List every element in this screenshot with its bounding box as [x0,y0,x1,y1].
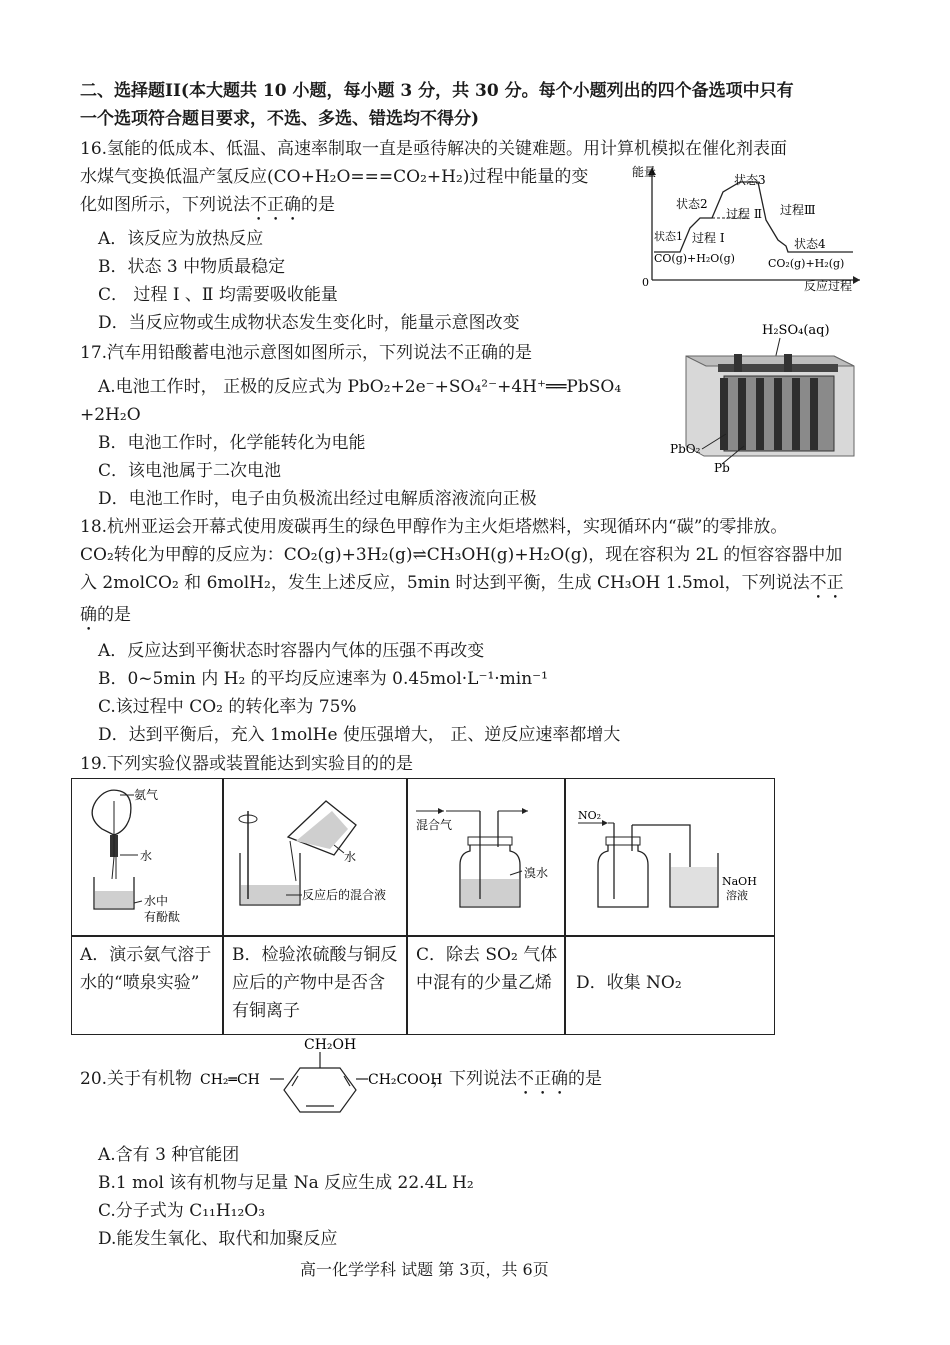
panel-d-label-no2: NO₂ [578,809,602,822]
q20-option-b: B.1 mol 该有机物与足量 Na 反应生成 22.4L H₂ [98,1173,474,1193]
q20-stem-prefix: 20.关于有机物 [80,1069,193,1089]
q19-apparatus-table [71,778,775,1035]
q18-stem-line4: 确的是 [80,605,131,625]
state1-label: 状态1 [654,230,683,243]
electrolyte-label: H₂SO₄(aq) [762,323,830,338]
panel-a-fountain-apparatus [76,781,220,933]
q19-stem: 19.下列实验仪器或装置能达到实验目的的是 [80,754,414,774]
q20-stem-suffix: ，下列说法不正确的是 [432,1069,602,1089]
q20-option-a: A.含有 3 种官能团 [98,1145,240,1165]
panel-a-caption: A．演示氨气溶于水的“喷泉实验” [80,945,212,993]
panel-a-label-inwater: 水中 [144,894,169,908]
energy-diagram [628,160,868,295]
q16-stem-line3: 化如图所示，下列说法不正确的是 [80,195,335,215]
q18-option-d: D．达到平衡后，充入 1molHe 使压强增大， 正、逆反应速率都增大 [98,725,621,745]
process3-label: 过程Ⅲ [780,203,816,217]
panel-b-apparatus [226,781,402,933]
section-header-line1: 二、选择题II(本大题共 10 小题，每小题 3 分，共 30 分。每个小题列出的四个备选项中只有 [80,81,794,101]
q18-option-b: B．0~5min 内 H₂ 的平均反应速率为 0.45mol·L⁻¹·min⁻¹ [98,669,548,689]
organic-structure [196,1030,446,1116]
q18-stem-line1: 18.杭州亚运会开幕式使用废碳再生的绿色甲醇作为主火炬塔燃料，实现循环内“碳”的零排放。 [80,517,788,537]
products-label: CO₂(g)+H₂(g) [768,257,845,270]
panel-d-caption: D．收集 NO₂ [576,973,682,993]
q16-stem-line2: 水煤气变换低温产氢反应(CO+H₂O===CO₂+H₂)过程中能量的变 [80,167,589,187]
panel-d-collection-apparatus [568,781,772,933]
q17-option-d: D．电池工作时，电子由负极流出经过电解质溶液流向正极 [98,489,537,509]
panel-c-label-gas: 混合气 [416,818,453,832]
q16-option-d: D．当反应物或生成物状态发生变化时，能量示意图改变 [98,313,520,333]
panel-c-washing-bottle [410,781,560,933]
panel-a-label-water: 水 [140,849,153,863]
q20-option-c: C.分子式为 C₁₁H₁₂O₃ [98,1201,266,1221]
q20-option-d: D.能发生氧化、取代和加聚反应 [98,1229,338,1249]
panel-c-label-bromine: 溴水 [524,866,549,880]
panel-b-label-water: 水 [344,850,357,864]
q17-option-a-line2: +2H₂O [80,405,141,425]
panel-b-label-mixture: 反应后的混合液 [302,888,387,902]
state3-label: 状态3 [734,173,766,187]
process2-label: 过程 Ⅱ [726,207,762,221]
q16-option-a: A．该反应为放热反应 [98,229,264,249]
q16-option-b: B．状态 3 中物质最稳定 [98,257,286,277]
struct-ch2cooh: CH₂COOH [368,1072,443,1088]
panel-d-label-naoh: NaOH [722,875,757,888]
q17-option-c: C．该电池属于二次电池 [98,461,282,481]
q16-stem-line1: 16.氢能的低成本、低温、高速率制取一直是亟待解决的关键难题。用计算机模拟在催化剂表面 [80,139,788,159]
page-footer: 高一化学学科 试题 第 3页，共 6页 [300,1260,549,1279]
q18-stem-line3: 入 2molCO₂ 和 6molH₂，发生上述反应，5min 时达到平衡，生成 CH₃OH 1.5mol，下列说法不正 [80,573,844,593]
struct-ch2oh: CH₂OH [304,1037,357,1053]
panel-c-caption: C．除去 SO₂ 气体中混有的少量乙烯 [416,945,558,993]
battery-diagram [664,316,864,484]
section-header-line2: 一个选项符合题目要求，不选、多选、错选均不得分) [80,109,480,129]
state2-label: 状态2 [676,197,708,211]
q17-option-b: B．电池工作时，化学能转化为电能 [98,433,366,453]
panel-a-label-phenolphthalein: 有酚酞 [144,910,181,924]
q18-option-c: C.该过程中 CO₂ 的转化率为 75% [98,697,357,717]
reactants-label: CO(g)+H₂O(g) [654,252,735,265]
q17-option-a-line1: A.电池工作时， 正极的反应式为 PbO₂+2e⁻+SO₄²⁻+4H⁺══PbSO₄ [98,377,622,397]
y-axis-label: 能量 [632,165,657,179]
q17-stem: 17.汽车用铅酸蓄电池示意图如图所示，下列说法不正确的是 [80,343,533,363]
q16-option-c: C． 过程 Ⅰ 、Ⅱ 均需要吸收能量 [98,285,338,305]
struct-vinyl: CH₂═CH [200,1072,260,1088]
pb-label: Pb [714,461,730,475]
x-axis-label: 反应过程 [804,279,853,293]
origin-label: 0 [642,276,649,289]
process1-label: 过程 Ⅰ [692,231,725,245]
q18-stem-line2: CO₂转化为甲醇的反应为：CO₂(g)+3H₂(g)⇌CH₃OH(g)+H₂O(g)，现在容积为 2L 的恒容容器中加 [80,545,843,565]
panel-a-label-ammonia: 氨气 [134,788,159,802]
state4-label: 状态4 [794,237,826,251]
panel-d-label-solution: 溶液 [726,889,748,902]
panel-b-caption: B．检验浓硫酸与铜反应后的产物中是否含有铜离子 [232,945,398,1021]
pbo2-label: PbO₂ [670,442,701,456]
q18-option-a: A．反应达到平衡状态时容器内气体的压强不再改变 [98,641,485,661]
